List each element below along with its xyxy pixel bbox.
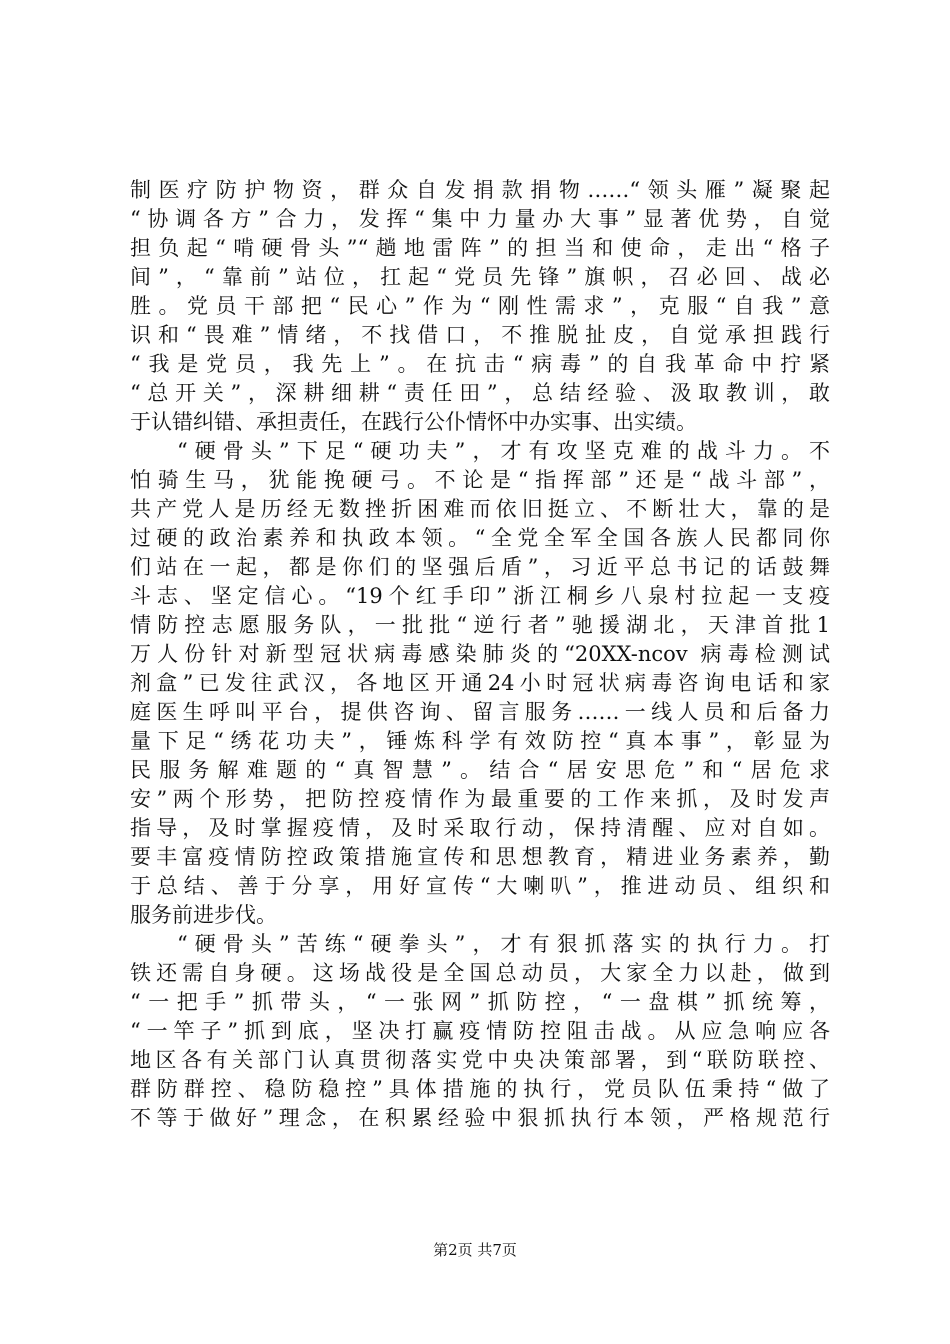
text-line: “协调各方”合力，发挥“集中力量办大事”显著优势，自觉 bbox=[130, 207, 830, 231]
text-line: 怕骑生马，犹能挽硬弓。不论是“指挥部”还是“战斗部”， bbox=[130, 468, 830, 492]
body-text bbox=[130, 176, 830, 1133]
text-line: “一竿子”抓到底，坚决打赢疫情防控阻击战。从应急响应各 bbox=[130, 1019, 830, 1043]
text-line: “硬骨头”下足“硬功夫”，才有攻坚克难的战斗力。不 bbox=[177, 439, 830, 463]
text-line: 安”两个形势，把防控疫情作为最重要的工作来抓，及时发声 bbox=[130, 787, 830, 811]
text-line: 于认错纠错、承担责任，在践行公仆情怀中办实事、出实绩。 bbox=[130, 410, 697, 434]
text-line: 指导，及时掌握疫情，及时采取行动，保持清醒、应对自如。 bbox=[130, 816, 830, 840]
text-line: 情防控志愿服务队，一批批“逆行者”驰援湖北，天津首批1 bbox=[130, 613, 830, 637]
text-line: 共产党人是历经无数挫折困难而依旧挺立、不断壮大，靠的是 bbox=[130, 497, 830, 521]
text-line: “总开关”，深耕细耕“责任田”，总结经验、汲取教训，敢 bbox=[130, 381, 830, 405]
text-line: 要丰富疫情防控政策措施宣传和思想教育，精进业务素养，勤 bbox=[130, 845, 830, 869]
text-line: 民服务解难题的“真智慧”。结合“居安思危”和“居危求 bbox=[130, 758, 830, 782]
text-line: 庭医生呼叫平台，提供咨询、留言服务……一线人员和后备力 bbox=[130, 700, 830, 724]
text-line: “一把手”抓带头，“一张网”抓防控，“一盘棋”抓统筹， bbox=[130, 990, 830, 1014]
text-line: “硬骨头”苦练“硬拳头”，才有狠抓落实的执行力。打 bbox=[177, 932, 830, 956]
text-line: 不等于做好”理念，在积累经验中狠抓执行本领，严格规范行 bbox=[130, 1106, 830, 1130]
page-footer: 第2页 共7页 bbox=[433, 1241, 517, 1259]
text-line: 铁还需自身硬。这场战役是全国总动员，大家全力以赴，做到 bbox=[130, 961, 830, 985]
text-line: 地区各有关部门认真贯彻落实党中央决策部署，到“联防联控、 bbox=[130, 1048, 830, 1072]
text-line: 量下足“绣花功夫”，锤炼科学有效防控“真本事”，彰显为 bbox=[130, 729, 830, 753]
text-line: 群防群控、稳防稳控”具体措施的执行，党员队伍秉持“做了 bbox=[130, 1077, 830, 1101]
text-line: 间”，“靠前”站位，扛起“党员先锋”旗帜，召必回、战必 bbox=[130, 265, 830, 289]
text-line: 万人份针对新型冠状病毒感染肺炎的“20XX-ncov 病毒检测试 bbox=[130, 642, 830, 666]
text-line: 制医疗防护物资，群众自发捐款捐物……“领头雁”凝聚起 bbox=[130, 178, 830, 202]
text-line: 胜。党员干部把“民心”作为“刚性需求”，克服“自我”意 bbox=[130, 294, 830, 318]
text-line: “我是党员，我先上”。在抗击“病毒”的自我革命中拧紧 bbox=[130, 352, 830, 376]
text-line: 斗志、坚定信心。“19个红手印”浙江桐乡八泉村拉起一支疫 bbox=[130, 584, 830, 608]
text-line: 于总结、善于分享，用好宣传“大喇叭”，推进动员、组织和 bbox=[130, 874, 830, 898]
text-line: 剂盒”已发往武汉，各地区开通24小时冠状病毒咨询电话和家 bbox=[130, 671, 830, 695]
text-line: 识和“畏难”情绪，不找借口，不推脱扯皮，自觉承担践行 bbox=[130, 323, 830, 347]
text-line: 服务前进步伐。 bbox=[130, 903, 277, 927]
text-line: 担负起“啃硬骨头”“趟地雷阵”的担当和使命，走出“格子 bbox=[130, 236, 830, 260]
text-line: 过硬的政治素养和执政本领。“全党全军全国各族人民都同你 bbox=[130, 526, 830, 550]
text-line: 们站在一起，都是你们的坚强后盾”，习近平总书记的话鼓舞 bbox=[130, 555, 830, 579]
